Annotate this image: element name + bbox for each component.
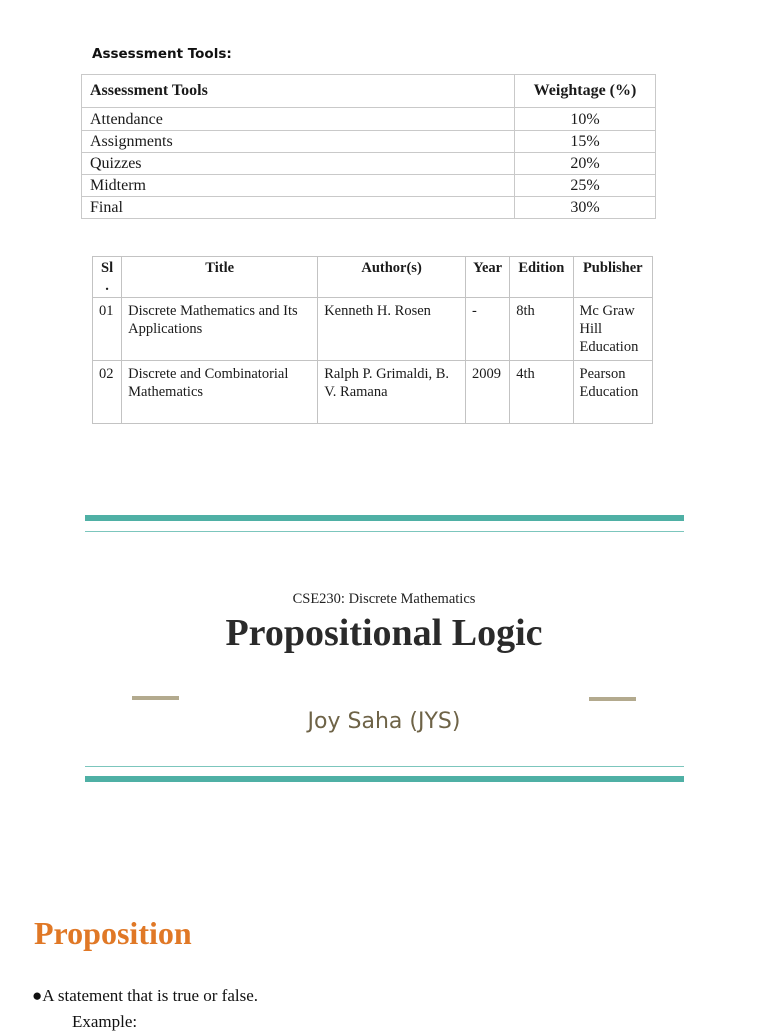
tool-cell: Quizzes [82, 153, 515, 175]
edition-cell: 8th [510, 298, 573, 361]
weight-cell: 10% [515, 108, 656, 131]
column-header-tools: Assessment Tools [82, 75, 515, 108]
table-row [93, 361, 653, 424]
tool-cell: Assignments [82, 131, 515, 153]
assessment-table [81, 74, 656, 219]
table-row [82, 153, 656, 175]
example-label: Example: [72, 1012, 138, 1031]
right-decor-dash [589, 697, 636, 701]
year-cell: - [465, 298, 509, 361]
title-cell: Discrete Mathematics and Its Applications [122, 298, 318, 361]
assessment-heading: Assessment Tools: [92, 46, 232, 62]
year-cell: 2009 [465, 361, 509, 424]
column-header-title: Title [122, 257, 318, 298]
edition-cell: 4th [510, 361, 573, 424]
column-header-sl: Sl . [93, 257, 122, 298]
authors-cell: Kenneth H. Rosen [318, 298, 466, 361]
section-heading: Proposition [34, 915, 192, 951]
table-row [82, 197, 656, 219]
bottom-accent-bar [85, 776, 684, 782]
column-header-weightage: Weightage (%) [515, 75, 656, 108]
table-row [93, 298, 653, 361]
sl-cell: 02 [93, 361, 122, 424]
column-header-authors: Author(s) [318, 257, 466, 298]
table-header-row [82, 75, 656, 108]
left-decor-dash [132, 696, 179, 700]
column-header-year: Year [465, 257, 509, 298]
bottom-accent-line [85, 766, 684, 767]
publisher-cell: Pearson Education [573, 361, 652, 424]
top-accent-bar [85, 515, 684, 521]
table-header-row [93, 257, 653, 298]
publisher-cell: Mc Graw Hill Education [573, 298, 652, 361]
weight-cell: 25% [515, 175, 656, 197]
tool-cell: Midterm [82, 175, 515, 197]
books-table [92, 256, 653, 424]
weight-cell: 30% [515, 197, 656, 219]
authors-cell: Ralph P. Grimaldi, B. V. Ramana [318, 361, 466, 424]
author-name: Joy Saha (JYS) [307, 709, 461, 734]
course-code: CSE230: Discrete Mathematics [292, 591, 476, 607]
tool-cell: Attendance [82, 108, 515, 131]
weight-cell: 20% [515, 153, 656, 175]
column-header-publisher: Publisher [573, 257, 652, 298]
title-cell: Discrete and Combinatorial Mathematics [122, 361, 318, 424]
top-accent-line [85, 531, 684, 532]
weight-cell: 15% [515, 131, 656, 153]
table-row [82, 175, 656, 197]
column-header-edition: Edition [510, 257, 573, 298]
table-row [82, 131, 656, 153]
slide-title: Propositional Logic [225, 612, 543, 654]
tool-cell: Final [82, 197, 515, 219]
bullet-item: ●A statement that is true or false. [32, 986, 259, 1005]
sl-cell: 01 [93, 298, 122, 361]
table-row [82, 108, 656, 131]
